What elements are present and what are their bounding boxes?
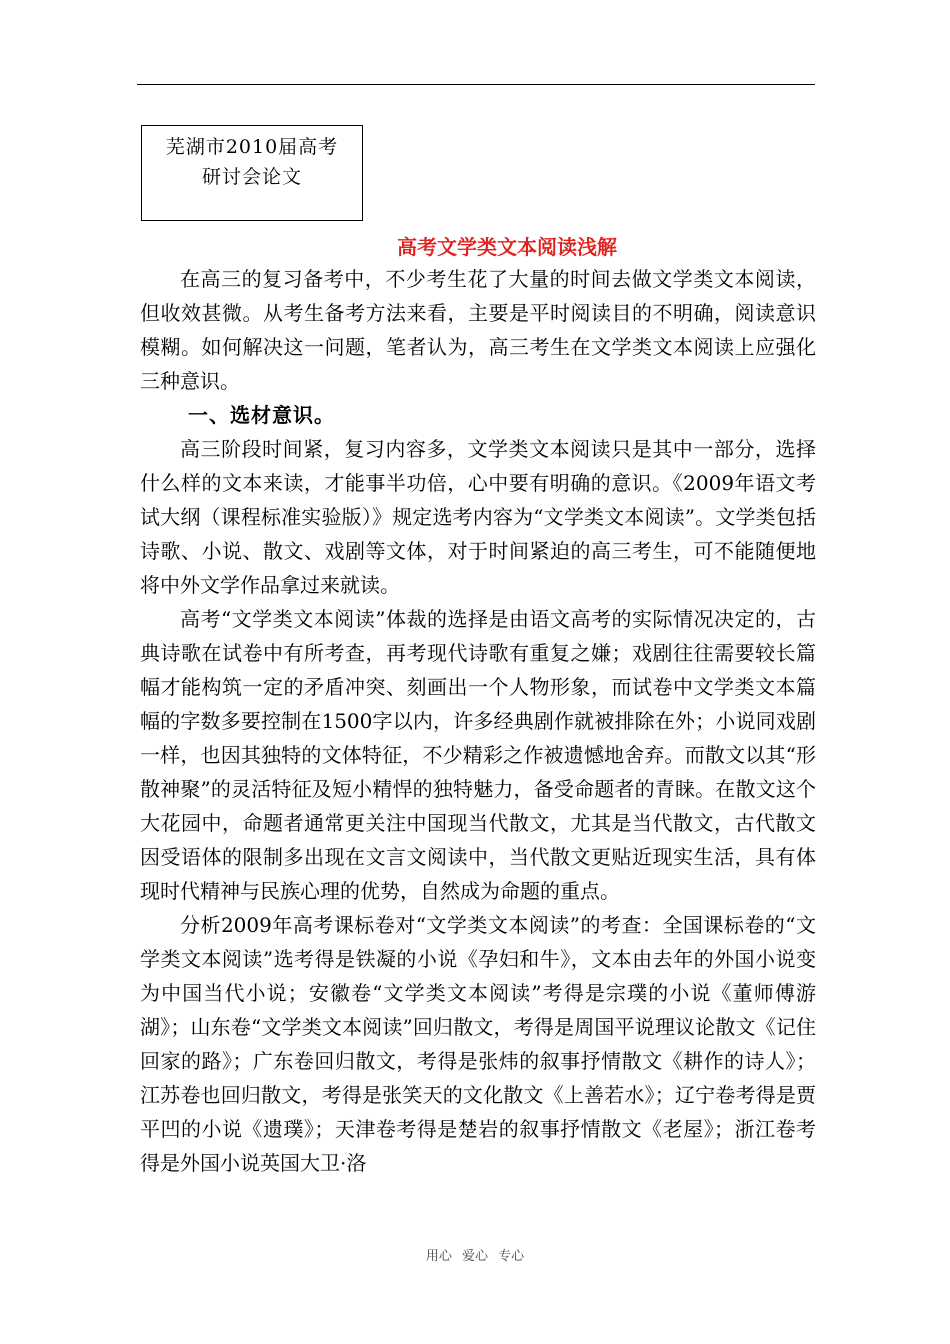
- section-heading: 一、选材意识。: [188, 403, 335, 427]
- intro-paragraph: 在高三的复习备考中，不少考生花了大量的时间去做文学类文本阅读，但收效甚微。从考生备考方法来看，主要是平时阅读目的不明确，阅读意识模糊。如何解决这一问题，笔者认为，高三考生在文学类文本阅读上应强化三种意识。: [140, 267, 816, 393]
- document-body: [140, 262, 816, 1180]
- document-title: 高考文学类文本阅读浅解: [397, 235, 617, 259]
- body-paragraph: 高三阶段时间紧，复习内容多，文学类文本阅读只是其中一部分，选择什么样的文本来读，才能事半功倍，心中要有明确的意识。《2009年语文考试大纲（课程标准实验版）》规定选考内容为“文学类文本阅读”。文学类包括诗歌、小说、散文、戏剧等文体，对于时间紧迫的高三考生，可不能随便地将中外文学作品拿过来就读。: [140, 437, 816, 597]
- conference-label-box: [141, 125, 363, 221]
- body-paragraph: 分析2009年高考课标卷对“文学类文本阅读”的考查：全国课标卷的“文学类文本阅读”选考得是铁凝的小说《孕妇和牛》，文本由去年的外国小说变为中国当代小说；安徽卷“文学类文本阅读”考得是宗璞的小说《董师傅游湖》；山东卷“文学类文本阅读”回归散文，考得是周国平说理议论散文《记住回家的路》；广东卷回归散文，考得是张炜的叙事抒情散文《耕作的诗人》；江苏卷也回归散文，考得是张笑天的文化散文《上善若水》；辽宁卷考得是贾平凹的小说《遗璞》；天津卷考得是楚岩的叙事抒情散文《老屋》；浙江卷考得是外国小说英国大卫·洛: [140, 913, 816, 1175]
- header-rule: [137, 84, 815, 85]
- conference-label-line-2: 研讨会论文: [201, 166, 302, 188]
- page-footer: 用心 爱心 专心: [425, 1249, 525, 1264]
- body-paragraph: 高考“文学类文本阅读”体裁的选择是由语文高考的实际情况决定的，古典诗歌在试卷中有所考查，再考现代诗歌有重复之嫌；戏剧往往需要较长篇幅才能构筑一定的矛盾冲突、刻画出一个人物形象，而试卷中文学类文本篇幅的字数多要控制在1500字以内，许多经典剧作就被排除在外；小说同戏剧一样，也因其独特的文体特征，不少精彩之作被遗憾地舍弃。而散文以其“形散神聚”的灵活特征及短小精悍的独特魅力，备受命题者的青睐。在散文这个大花园中，命题者通常更关注中国现当代散文，尤其是当代散文，古代散文因受语体的限制多出现在文言文阅读中，当代散文更贴近现实生活，具有体现时代精神与民族心理的优势，自然成为命题的重点。: [140, 607, 816, 903]
- conference-label-line-1: 芜湖市2010届高考: [165, 136, 339, 158]
